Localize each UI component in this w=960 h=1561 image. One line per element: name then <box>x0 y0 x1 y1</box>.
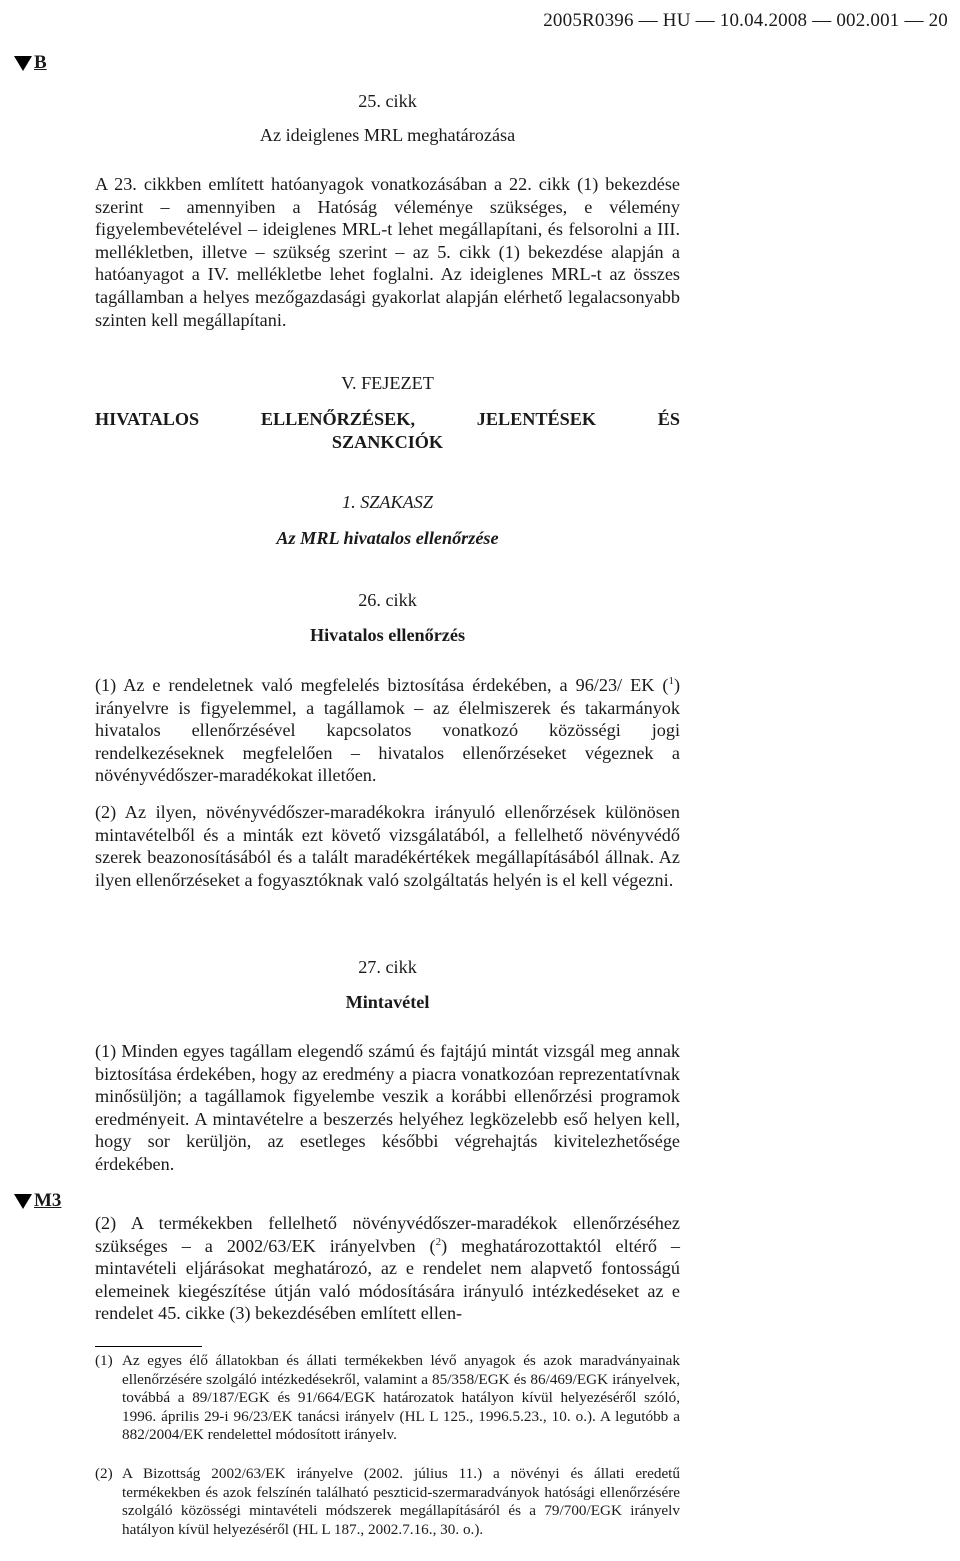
article-25-number: 25. cikk <box>358 91 417 111</box>
article-27-title: Mintavétel <box>345 992 430 1012</box>
article-26-paragraph-2 <box>95 801 680 891</box>
article-26-paragraph-1 <box>95 674 680 787</box>
article-27-p1-text: (1) Minden egyes tagállam elegendő számú és fajtájú mintát vizsgál meg annak biztosítása érdekében, hogy az eredmény a piacra vonatkozóan reprezentatívnak minősüljön; a tagállamok figyelembe veszik a korábbi ellenőrzési programok eredményeit. A mintavételre a beszerzés helyéhez legközelebb eső helyen kell, hogy sor kerüljön, az esetleges későbbi végrehajtás kivitelezhetősége érdekében. <box>95 1041 680 1174</box>
section-number: 1. SZAKASZ <box>342 492 433 512</box>
article-27-paragraph-1 <box>95 1040 680 1176</box>
section-title: Az MRL hivatalos ellenőrzése <box>276 528 499 548</box>
article-26-p1-text-b: ) irányelvre is figyelemmel, a tagállamok – az élelmiszerek és takarmányok hivatalos ellenőrzésével kapcsolatos vonatkozó közösségi jogi rendelkezéseknek megfelelően – hivatalos ellenőrzéseket végeznek a növényvédőszer-maradékokat illetően. <box>95 675 680 786</box>
footnote-number: (1) <box>95 1352 113 1369</box>
footnote-ref-1[interactable]: 1 <box>668 674 674 687</box>
footnote-ref-2[interactable]: 2 <box>435 1235 442 1248</box>
footnote-text: Az egyes élő állatokban és állati termékekben lévő anyagok és azok maradványainak ellenőrzésére szolgáló intézkedésekről, valamint a 85/358/EGK és 86/469/EGK irányelvek, továbbá a 89/187/EGK és 91/664/EGK határozatok hatályon kívül helyezéséről szóló, 1996. április 29-i 96/23/EK tanácsi irányelv (HL L 125., 1996.5.23., 10. o.). A legutóbb a 882/2004/EK rendelettel módosított irányelv. <box>122 1352 680 1444</box>
chapter-title-line1: HIVATALOS ELLENŐRZÉSEK, JELENTÉSEK ÉS <box>95 409 680 429</box>
chapter-title-line2: SZANKCIÓK <box>331 432 444 452</box>
footnote-2 <box>95 1465 680 1539</box>
footnote-1 <box>95 1352 680 1445</box>
triangle-down-icon <box>14 56 32 71</box>
article-27-p2-text-a: (2) A termékekben fellelhető növényvédőszer-maradékok ellenőrzéséhez szükséges – a 2002/63/EK irányelvben ( <box>95 1213 680 1256</box>
footnote-text: A Bizottság 2002/63/EK irányelve (2002. július 11.) a növényi és állati eredetű termékekben és azok felszínén található peszticid-szermaradványok hatósági ellenőrzésére szolgáló közösségi mintavételi módszerek megállapításáról és a 79/700/EGK irányelv hatályon kívül helyezéséről (HL L 187., 2002.7.16., 30. o.). <box>122 1465 680 1538</box>
article-26-title: Hivatalos ellenőrzés <box>309 625 466 645</box>
article-25-paragraph: A 23. cikkben említett hatóanyagok vonatkozásában a 22. cikk (1) bekezdése szerint – amennyiben a Hatóság véleménye szükséges, e vélemény figyelembevételével – ideiglenes MRL-t lehet megállapítani, és felsorolni a III. mellékletben, illetve – szükség szerint – az 5. cikk (1) bekezdése alapján a hatóanyagot a IV. mellékletbe lehet foglalni. Az ideiglenes MRL-t az összes tagállamban a helyes mezőgazdasági gyakorlat alapján elérhető legalacsonyabb szinten kell megállapítani. <box>95 174 680 330</box>
article-25-text <box>95 173 680 331</box>
amendment-marker-b <box>14 52 47 74</box>
article-25-title: Az ideiglenes MRL meghatározása <box>259 125 516 145</box>
amendment-marker-m3 <box>14 1190 61 1212</box>
footnote-number: (2) <box>95 1465 113 1482</box>
marker-code: B <box>34 52 47 73</box>
article-26-p2-text: (2) Az ilyen, növényvédőszer-maradékokra irányuló ellenőrzések különösen mintavételből és a minták ezt követő vizsgálatából, a fellelhető növényvédő szerek beazonosításából és a talált maradékértékek megállapításából állnak. Az ilyen ellenőrzéseket a fogyasztóknak való szolgáltatás helyén is el kell végezni. <box>95 802 680 890</box>
footnote-separator <box>95 1346 202 1347</box>
article-27-paragraph-2 <box>95 1212 680 1325</box>
article-27-p2-text-b: ) meghatározottaktól eltérő – mintavételi eljárásokat meghatározó, az e rendelet nem alapvető fontosságú elemeinek kiegészítése útján való módosítására irányuló intézkedéseket az e rendelet 45. cikke (3) bekezdésében említett ellen- <box>95 1235 680 1324</box>
article-26-p1-text-a: (1) Az e rendeletnek való megfelelés biztosítása érdekében, a 96/23/ EK ( <box>95 675 669 695</box>
chapter-number: V. FEJEZET <box>341 373 434 393</box>
marker-code: M3 <box>34 1190 62 1211</box>
article-26-number: 26. cikk <box>358 590 417 610</box>
document-header: 2005R0396 — HU — 10.04.2008 — 002.001 — 20 <box>543 10 948 31</box>
article-27-number: 27. cikk <box>358 957 417 977</box>
triangle-down-icon <box>14 1194 32 1209</box>
